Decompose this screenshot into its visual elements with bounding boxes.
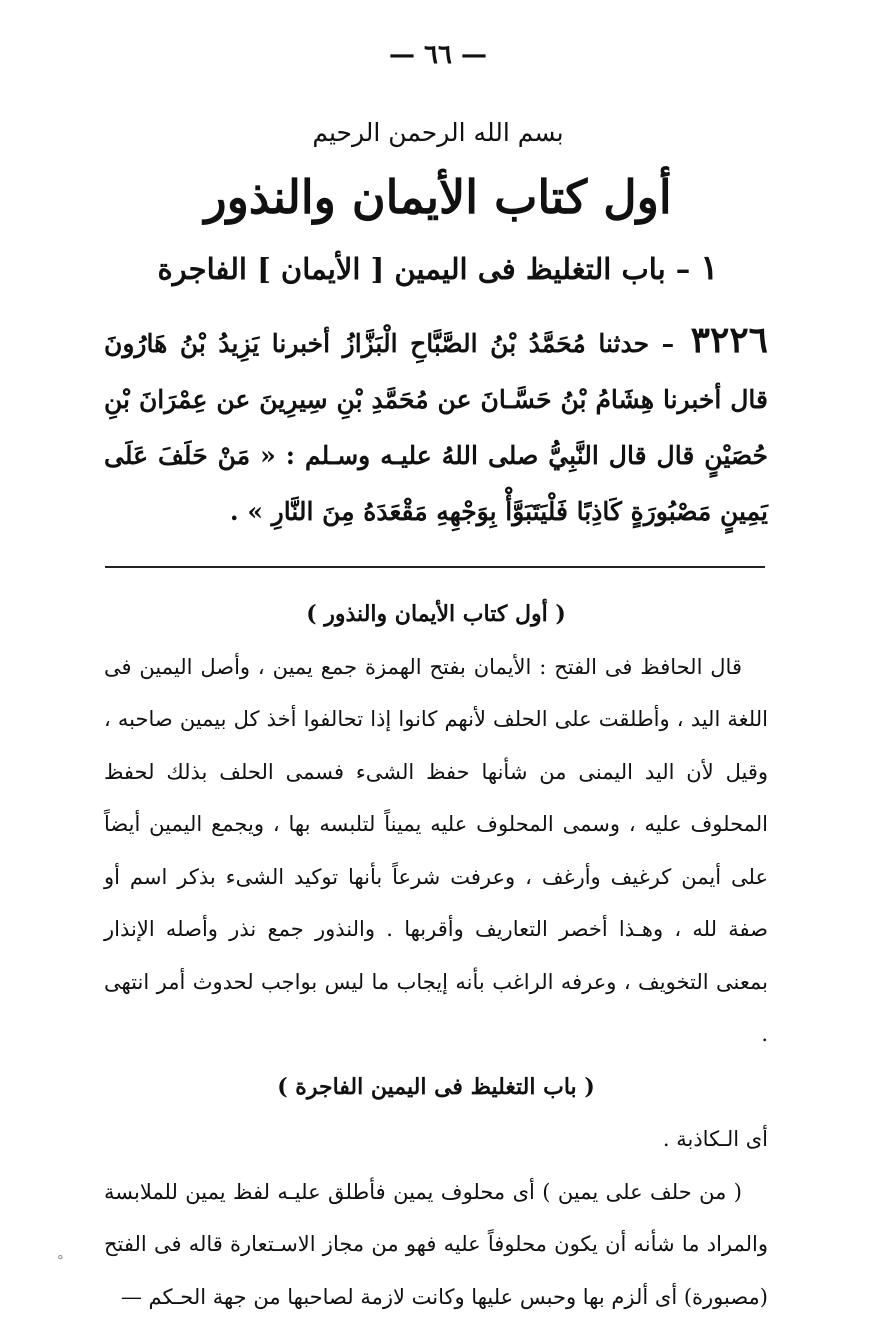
hadith-number: ٣٢٢٦: [690, 319, 768, 361]
section-divider: [105, 566, 765, 568]
hadith-text: – حدثنا مُحَمَّدُ بْنُ الصَّبَّاحِ الْبَزَّازُ أخبرنا يَزِيدُ بْنُ هَارُونَ قال أخبرنا هِشَامُ بْنُ حَسَّـانَ عن مُحَمَّدِ بْنِ سِيرِينَ عن عِمْرَانَ بْنِ حُصَيْنٍ قال قال النَّبِيُّ صلى اللهُ عليـه وسـلم : « مَنْ حَلَفَ عَلَى يَمِينٍ مَصْبُورَةٍ كَاذِبًا فَلْيَتَبَوَّأْ بِوَجْهِهِ مَقْعَدَهُ مِنَ النَّارِ » .: [104, 329, 768, 526]
chapter-title: – باب التغليظ فى اليمين [ الأيمان ] الفاجرة: [157, 252, 691, 286]
commentary-paragraph-short: أى الـكاذبة .: [662, 1127, 768, 1151]
commentary-heading-chapter: ( باب التغليظ فى اليمين الفاجرة ): [277, 1073, 595, 1100]
book-title: أول كتاب الأيمان والنذور: [204, 170, 672, 224]
margin-mark: ﹾ: [58, 1254, 63, 1273]
commentary-paragraph-definitions: قال الحافظ فى الفتح : الأيمان بفتح الهمزة جمع يمين ، وأصل اليمين فى اللغة اليد ، وأطلقت على الحلف لأنهم كانوا إذا تحالفوا أخذ كل بيمين صاحبه ، وقيل لأن اليد اليمنى من شأنها حفظ الشىء فسمى الحلف بذلك لحفظ المحلوف عليه ، وسمى المحلوف عليه يميناً لتلبسه بها ، ويجمع اليمين أيضاً على أيمن كرغيف وأرغف ، وعرفت شرعاً بأنها توكيد الشىء بذكر اسم أو صفة لله ، وهـذا أخصر التعاريف وأقربها . والنذور جمع نذر وأصله الإنذار بمعنى التخويف ، وعرفه الراغب بأنه إيجاب ما ليس بواجب لحدوث أمر انتهى .: [104, 654, 768, 1046]
chapter-heading: [0, 248, 876, 288]
commentary-heading-book: ( أول كتاب الأيمان والنذور ): [306, 601, 566, 627]
basmala: بسم الله الرحمن الرحيم: [312, 118, 564, 147]
page-number: — ٦٦ —: [388, 40, 488, 70]
commentary-block: [104, 588, 768, 1323]
chapter-number: ١: [700, 248, 719, 288]
hadith-text-block: [104, 312, 768, 540]
commentary-paragraph-explanation: ( من حلف على يمين ) أى محلوف يمين فأطلق عليـه لفظ يمين للملابسة والمراد ما شأنه أن يكون محلوفاً عليه فهو من مجاز الاسـتعارة قاله فى الفتح (مصبورة) أى ألزم بها وحبس عليها وكانت لازمة لصاحبها من جهة الحـكم —: [104, 1179, 768, 1309]
